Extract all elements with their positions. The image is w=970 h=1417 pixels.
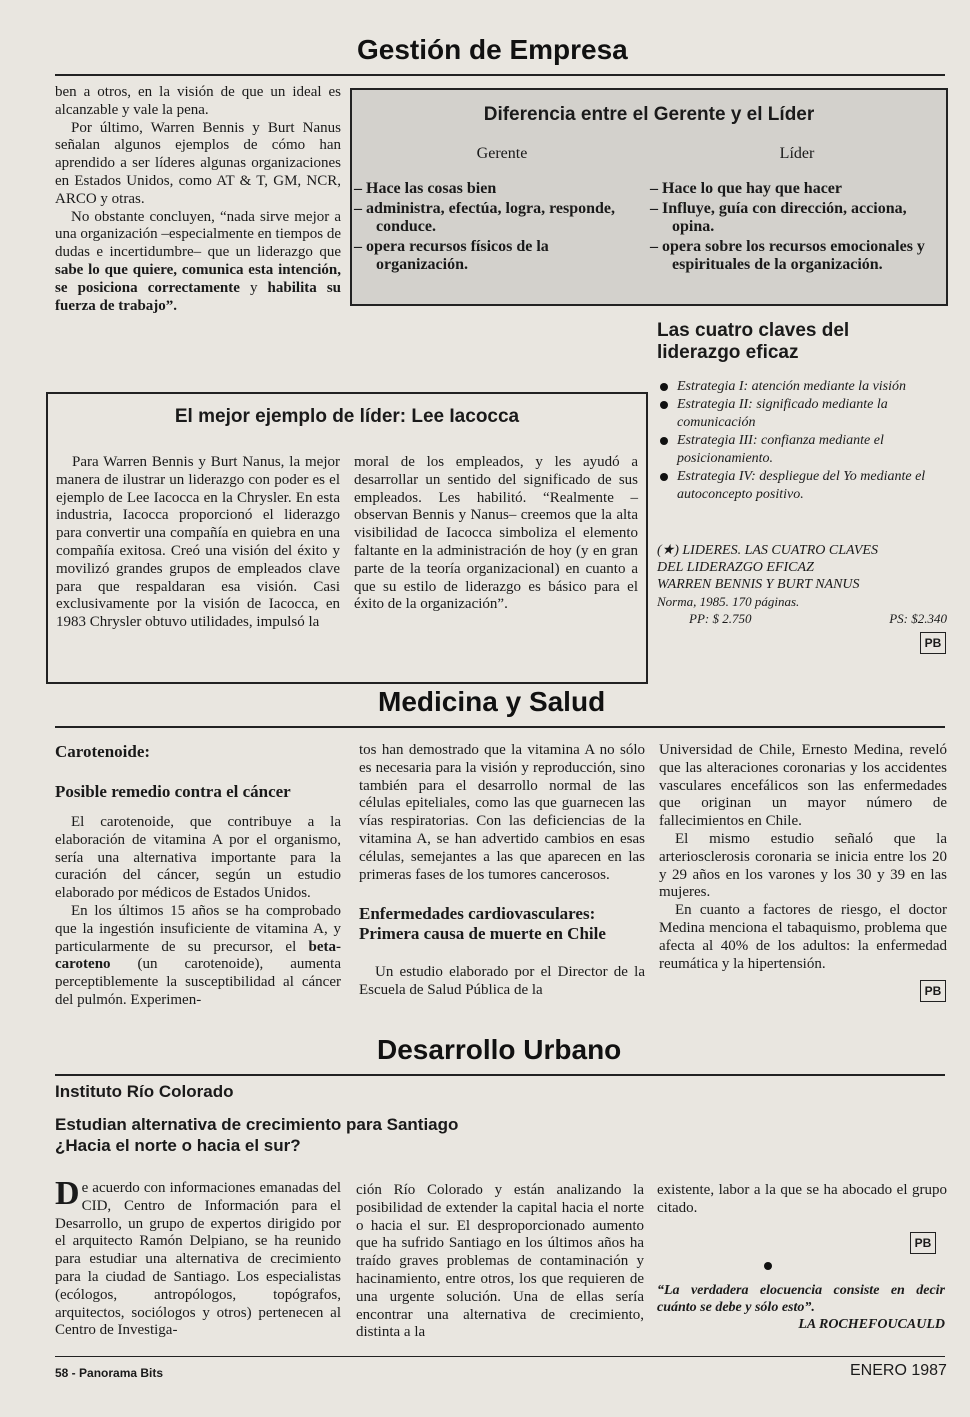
pb-badge-icon: PB bbox=[920, 980, 946, 1002]
lider-item: – Hace lo que hay que hacer bbox=[650, 180, 842, 197]
intro-paragraph: ben a otros, en la visión de que un ideal es alcanzable y vale la pena. bbox=[55, 84, 341, 118]
lider-list bbox=[650, 180, 942, 276]
intro-bold-text: sabe lo que quiere, comunica esta intención, se posiciona correctamente bbox=[55, 261, 341, 296]
claves-list bbox=[657, 378, 947, 504]
urbano-text: e acuerdo con informaciones emanadas del CID, Centro de Información para el Desarrollo, un grupo de expertos dirigido por el arquitecto Ramón Delpiano, se ha reunido para estudiar una alternativa de crecimiento para la ciudad de Santiago. Los especialistas (ecólogos, antropólogos, topógrafos, arquitectos, sociólogos y otros) pertenecen al Centro de Investiga- bbox=[55, 1180, 341, 1339]
claves-title: Las cuatro claves del liderazgo eficaz bbox=[657, 320, 850, 363]
book-authors: WARREN BENNIS Y BURT NANUS bbox=[657, 577, 860, 592]
gerente-item: – opera recursos físicos de la organización. bbox=[354, 237, 549, 273]
medicina-text: En los últimos 15 años se ha comprobado que la ingestión insuficiente de vitamina A, y particularmente de su precursor, el bbox=[55, 902, 341, 955]
medicina-paragraph: El carotenoide, que contribuye a la elaboración de vitamina A por el organismo, sería una alternativa importante para la curación del cáncer, según un estudio elaborado por médicos de Estados Unidos. bbox=[55, 814, 341, 902]
price-pp: PP: $ 2.750 bbox=[689, 611, 752, 626]
medicina-paragraph: En cuanto a factores de riesgo, el doctor Medina menciona el tabaquismo, problema que afecta al 40% de los adultos: la enfermedad reumática y la hipertensión. bbox=[659, 902, 947, 972]
diff-col-gerente: Gerente bbox=[476, 145, 528, 162]
section-rule-urbano bbox=[55, 1074, 945, 1076]
intro-paragraph bbox=[55, 209, 341, 316]
bullet-dot-icon bbox=[764, 1262, 772, 1270]
footer-rule bbox=[55, 1356, 945, 1357]
quote-text: “La verdadera elocuencia consiste en decir cuánto se debe y sólo esto”. bbox=[657, 1283, 945, 1315]
diff-col-lider: Líder bbox=[779, 145, 815, 162]
medicina-headline: Posible remedio contra el cáncer bbox=[55, 782, 291, 801]
intro-text: No obstante concluyen, “nada sirve mejor a una organización –especialmente en tiempos de dudas e incertidumbre– que un liderazgo que bbox=[55, 208, 341, 261]
urbano-headline-line: Estudian alternativa de crecimiento para Santiago bbox=[55, 1115, 459, 1134]
lider-item: – Influye, guía con dirección, acciona, opina. bbox=[650, 199, 907, 235]
book-publisher: Norma, 1985. 170 páginas. bbox=[657, 594, 800, 609]
section-title-urbano: Desarrollo Urbano bbox=[377, 1034, 622, 1065]
section-rule-gestion bbox=[55, 74, 945, 76]
intro-text: y bbox=[249, 279, 258, 296]
urbano-col-1 bbox=[55, 1175, 341, 1340]
medicina-paragraph: Un estudio elaborado por el Director de la Escuela de Salud Pública de la bbox=[359, 964, 645, 999]
gerente-item: – administra, efectúa, logra, responde, conduce. bbox=[354, 199, 616, 235]
pb-badge-icon: PB bbox=[910, 1232, 936, 1254]
claves-item: Estrategia II: significado mediante la comunicación bbox=[657, 396, 947, 432]
diff-box-title: Diferencia entre el Gerente y el Líder bbox=[483, 104, 815, 125]
claves-item: Estrategia IV: despliegue del Yo mediante el autoconcepto positivo. bbox=[657, 468, 947, 504]
diff-box bbox=[350, 88, 948, 306]
medicina-paragraph: El mismo estudio señaló que la arteriosclerosis coronaria se inicia entre los 20 y 29 años en los varones y los 30 y 39 en las mujeres. bbox=[659, 830, 947, 901]
intro-paragraph: Por último, Warren Bennis y Burt Nanus señalan algunos ejemplos de cómo han aprendido a ser líderes algunas organizaciones en Estados Unidos, como AT & T, GM, NCR, ARCO y otras. bbox=[55, 119, 341, 207]
price-ps: PS: $2.340 bbox=[889, 611, 947, 626]
intro-column bbox=[55, 84, 341, 315]
medicina-paragraph bbox=[55, 903, 341, 1010]
iacocca-col-2: moral de los empleados, y les ayudó a desarrollar un sentido del significado de sus empleados. Les habilitó. “Realmente –observan Bennis y Nanus– creemos que la alta visibilidad de Iacocca simboliza el elemento faltante en la administración de hoy (y en gran parte de la teoría organizacional) en cuanto a que su estilo de liderazgo es básico para el éxito de la organización”. bbox=[354, 454, 638, 613]
medicina-col-1 bbox=[55, 742, 341, 1010]
medicina-kicker: Carotenoide: bbox=[55, 742, 151, 761]
intro-bold-text: habilita su fuerza de trabajo”. bbox=[55, 279, 341, 314]
urbano-kicker: Instituto Río Colorado bbox=[55, 1082, 234, 1101]
quote-author: LA ROCHEFOUCAULD bbox=[798, 1317, 945, 1332]
medicina-text: (un carotenoide), aumenta perceptiblemente la susceptibilidad al cáncer del pulmón. Experimen- bbox=[55, 956, 341, 1008]
medicina-subhead: Enfermedades cardiovasculares: Primera causa de muerte en Chile bbox=[359, 904, 606, 944]
medicina-bold-text: beta-caroteno bbox=[55, 938, 342, 973]
section-title-gestion: Gestión de Empresa bbox=[357, 34, 628, 65]
lider-item: – opera sobre los recursos emocionales y espirituales de la organización. bbox=[650, 237, 925, 273]
urbano-col-2: ción Río Colorado y están analizando la posibilidad de extender la capital hacia el norte o hacia el sur. El desproporcionado aumento que ha sufrido Santiago en los últimos años ha traído graves problemas de contaminación y hacinamiento, entre otros, los que requieren de una urgente solución. Una de ellas sería encontrar una alternativa de crecimiento, distinta a la bbox=[356, 1182, 644, 1341]
urbano-headline bbox=[55, 1114, 655, 1156]
medicina-col-3 bbox=[659, 742, 947, 973]
section-rule-medicina bbox=[55, 726, 945, 728]
iacocca-col-1: Para Warren Bennis y Burt Nanus, la mejor manera de ilustrar un liderazgo con poder es el ejemplo de Lee Iacocca en la Chrysler. En esta industria, Iacocca proporcionó el liderazgo para convertir una compañía en quiebra en una compañía exitosa. Creó una visión del éxito y movilizó grandes grupos de empleados clave para que respaldaran esa visión. Casi exclusivamente por la visión de Iacocca, en 1983 Chrysler obtuvo utilidades, impulsó la bbox=[56, 454, 340, 631]
section-title-medicina: Medicina y Salud bbox=[378, 686, 606, 717]
iacocca-box bbox=[46, 392, 648, 684]
gerente-item: – Hace las cosas bien bbox=[354, 180, 497, 197]
claves-item: Estrategia I: atención mediante la visión bbox=[657, 378, 947, 396]
gerente-list bbox=[354, 180, 644, 276]
medicina-col-2 bbox=[359, 742, 645, 1000]
urbano-dropcap: D bbox=[55, 1175, 80, 1212]
book-title-line: (★) LIDERES. LAS CUATRO CLAVES bbox=[657, 543, 878, 558]
footer-date: ENERO 1987 bbox=[850, 1362, 947, 1379]
footer-page-label: 58 - Panorama Bits bbox=[55, 1366, 164, 1380]
quote bbox=[657, 1282, 945, 1333]
book-reference bbox=[657, 542, 947, 627]
claves-item: Estrategia III: confianza mediante el posicionamiento. bbox=[657, 432, 947, 468]
iacocca-box-title: El mejor ejemplo de líder: Lee Iacocca bbox=[174, 406, 520, 427]
book-title-line: DEL LIDERAZGO EFICAZ bbox=[657, 560, 814, 575]
urbano-col-3: existente, labor a la que se ha abocado el grupo citado. bbox=[657, 1182, 947, 1216]
urbano-headline-line: ¿Hacia el norte o hacia el sur? bbox=[55, 1136, 301, 1155]
pb-badge-icon: PB bbox=[920, 632, 946, 654]
medicina-paragraph: Universidad de Chile, Ernesto Medina, reveló que las alteraciones coronarias y los accidentes vasculares encefálicos son las enfermedades que originan un mayor número de fallecimientos en Chile. bbox=[659, 742, 947, 830]
medicina-paragraph: tos han demostrado que la vitamina A no sólo es necesaria para la visión y reproducción, sino también para el desarrollo normal de las células epiteliales, como las que guarnecen las vías respiratorias. Con las deficiencias de la vitamina A, se han advertido cambios en esas células, semejantes a las que aparecen en las primeras fases de los tumores cancerosos. bbox=[359, 742, 645, 883]
